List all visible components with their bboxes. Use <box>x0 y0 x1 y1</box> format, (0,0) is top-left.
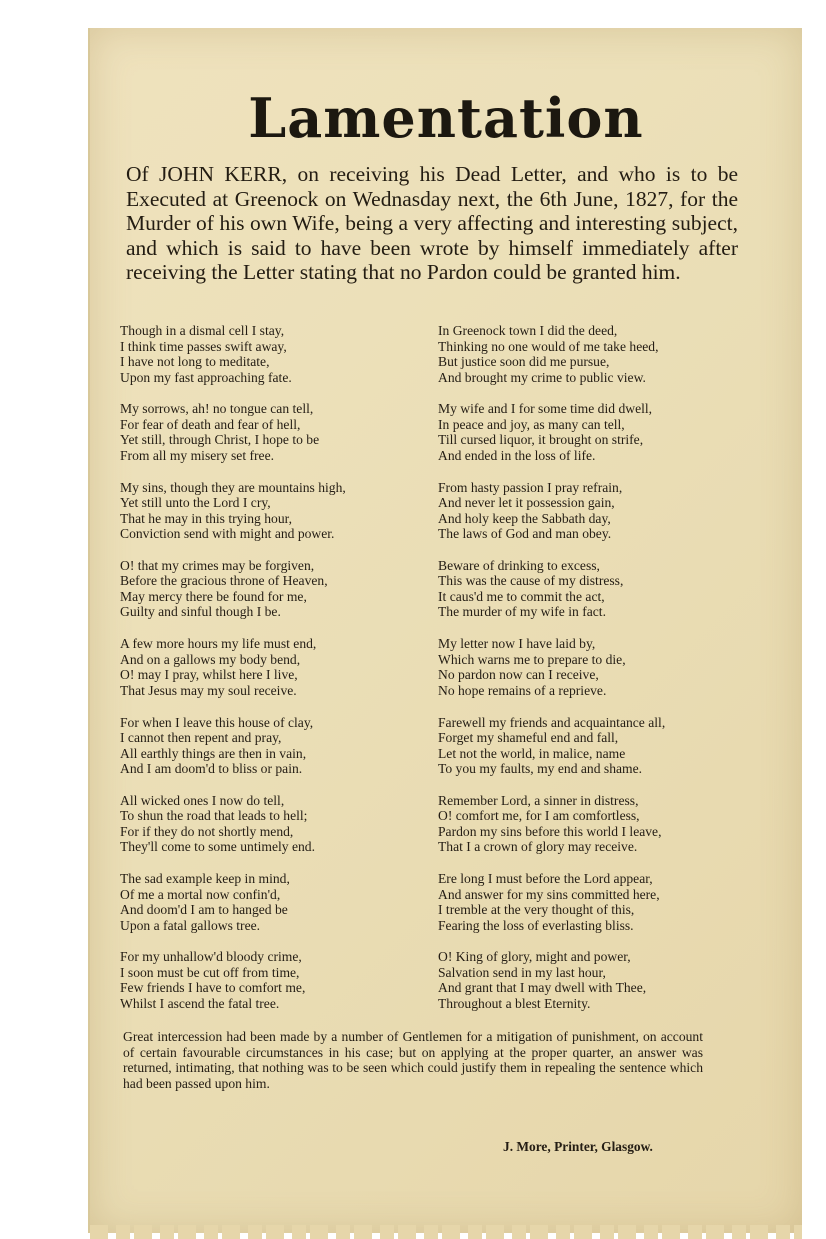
verse-line: I think time passes swift away, <box>120 338 287 354</box>
verse-line: Guilty and sinful though I be. <box>120 604 281 620</box>
verse-line: O! comfort me, for I am comfortless, <box>438 808 640 824</box>
verse-line: And on a gallows my body bend, <box>120 651 301 667</box>
verse-line: Throughout a blest Eternity. <box>438 995 591 1011</box>
left-stanza <box>120 871 440 933</box>
verse-line: Conviction send with might and power. <box>120 526 335 542</box>
verse-line: They'll come to some untimely end. <box>120 839 315 855</box>
right-stanza <box>438 636 758 698</box>
verse-line: Fearing the loss of everlasting bliss. <box>438 917 634 933</box>
verse-line: Upon my fast approaching fate. <box>120 369 292 385</box>
verse-line: In Greenock town I did the deed, <box>438 323 618 338</box>
left-stanza <box>120 323 440 385</box>
page-title: Lamentation <box>248 86 644 150</box>
right-stanza <box>438 323 758 385</box>
verse-line: And holy keep the Sabbath day, <box>438 510 611 526</box>
verse-line: For when I leave this house of clay, <box>120 714 314 730</box>
verse-line: All earthly things are then in vain, <box>120 745 307 761</box>
verse-line: In peace and joy, as many can tell, <box>438 416 625 432</box>
verse-line: No hope remains of a reprieve. <box>438 682 607 698</box>
verse-line: O! may I pray, whilst here I live, <box>120 667 298 683</box>
right-stanza <box>438 401 758 463</box>
verse-line: That Jesus may my soul receive. <box>120 682 297 698</box>
verse-line: Thinking no one would of me take heed, <box>438 338 659 354</box>
verse-line: Ere long I must before the Lord appear, <box>438 871 653 887</box>
verse-line: From hasty passion I pray refrain, <box>438 479 623 495</box>
verse-line: Yet still unto the Lord I cry, <box>120 495 271 511</box>
left-stanza <box>120 480 440 542</box>
verse-line: Remember Lord, a sinner in distress, <box>438 792 639 808</box>
verse-line: For fear of death and fear of hell, <box>120 416 301 432</box>
verse-line: The laws of God and man obey. <box>438 526 612 542</box>
subtitle: Of JOHN KERR, on receiving his Dead Letter, and who is to be Executed at Greenock on Wednasday next, the 6th June, 1827, for the Murder of his own Wife, being a very affecting and interesting subject, and which is said to have been wrote by himself immediately after receiving the Letter stating that no Pardon could be granted him. <box>126 162 738 284</box>
verse-line: Farewell my friends and acquaintance all, <box>438 714 666 730</box>
verse-line: To you my faults, my end and shame. <box>438 761 643 776</box>
verse-line: For if they do not shortly mend, <box>120 823 294 839</box>
verse-line: All wicked ones I now do tell, <box>120 792 285 808</box>
right-stanza <box>438 480 758 542</box>
verse-line: Upon a fatal gallows tree. <box>120 917 261 933</box>
verse-line: My wife and I for some time did dwell, <box>438 401 653 417</box>
verse-line: No pardon now can I receive, <box>438 667 599 683</box>
verse-line: I soon must be cut off from time, <box>120 964 300 980</box>
verse-line: To shun the road that leads to hell; <box>120 808 308 824</box>
verse-line: It caus'd me to commit the act, <box>438 588 605 604</box>
verse-line: This was the cause of my distress, <box>438 573 624 589</box>
right-stanza <box>438 949 758 1011</box>
verse-line: Let not the world, in malice, name <box>438 745 626 761</box>
verse-line: A few more hours my life must end, <box>120 636 317 652</box>
verse-line: From all my misery set free. <box>120 447 275 463</box>
verse-line: That he may in this trying hour, <box>120 510 292 526</box>
verse-line: Before the gracious throne of Heaven, <box>120 573 328 589</box>
closing-note: Great intercession had been made by a number of Gentlemen for a mitigation of punishment, on account of certain favourable circumstances in his case; but on applying at the proper quarter, an answer was returned, intimating, that nothing was to be seen which could justify them in repealing the sentence which had been passed upon him. <box>123 1029 703 1091</box>
verse-line: The sad example keep in mind, <box>120 871 290 887</box>
left-stanza <box>120 949 440 1011</box>
verse-line: I cannot then repent and pray, <box>120 730 282 745</box>
verse-line: Though in a dismal cell I stay, <box>120 323 285 338</box>
verse-line: For my unhallow'd bloody crime, <box>120 949 302 965</box>
right-stanza <box>438 715 758 777</box>
verse-line: May mercy there be found for me, <box>120 588 307 604</box>
verse-line: Few friends I have to comfort me, <box>120 980 306 996</box>
verse-line: O! King of glory, might and power, <box>438 949 631 965</box>
verse-line: And doom'd I am to hanged be <box>120 902 288 918</box>
verse-line: Forget my shameful end and fall, <box>438 730 619 745</box>
verse-line: My sorrows, ah! no tongue can tell, <box>120 401 314 417</box>
right-stanza <box>438 871 758 933</box>
verse-line: That I a crown of glory may receive. <box>438 839 638 855</box>
verse-line: I tremble at the very thought of this, <box>438 902 635 918</box>
left-stanza <box>120 401 440 463</box>
left-stanza <box>120 558 440 620</box>
verse-line: But justice soon did me pursue, <box>438 354 610 369</box>
verse-line: My sins, though they are mountains high, <box>120 479 346 495</box>
verse-line: And brought my crime to public view. <box>438 369 646 385</box>
verse-line: Salvation send in my last hour, <box>438 964 606 980</box>
right-stanza <box>438 793 758 855</box>
broadside-page <box>88 28 802 1233</box>
verse-line: Pardon my sins before this world I leave, <box>438 823 662 839</box>
verse-line: Of me a mortal now confin'd, <box>120 886 281 902</box>
verse-line: Beware of drinking to excess, <box>438 557 600 573</box>
left-stanza <box>120 636 440 698</box>
verse-line: And ended in the loss of life. <box>438 447 596 463</box>
verse-line: Yet still, through Christ, I hope to be <box>120 432 320 448</box>
printer-imprint: J. More, Printer, Glasgow. <box>503 1139 653 1154</box>
right-stanza <box>438 558 758 620</box>
verse-line: Till cursed liquor, it brought on strife, <box>438 432 644 448</box>
verse-line: I have not long to meditate, <box>120 354 270 369</box>
verse-line: And I am doom'd to bliss or pain. <box>120 761 303 776</box>
verse-line: O! that my crimes may be forgiven, <box>120 557 315 573</box>
verse-line: And grant that I may dwell with Thee, <box>438 980 647 996</box>
verse-line: And never let it possession gain, <box>438 495 615 511</box>
left-stanza <box>120 793 440 855</box>
verse-line: Whilst I ascend the fatal tree. <box>120 995 280 1011</box>
verse-line: The murder of my wife in fact. <box>438 604 606 620</box>
verse-line: Which warns me to prepare to die, <box>438 651 626 667</box>
verse-line: And answer for my sins committed here, <box>438 886 660 902</box>
left-stanza <box>120 715 440 777</box>
verse-line: My letter now I have laid by, <box>438 636 596 652</box>
